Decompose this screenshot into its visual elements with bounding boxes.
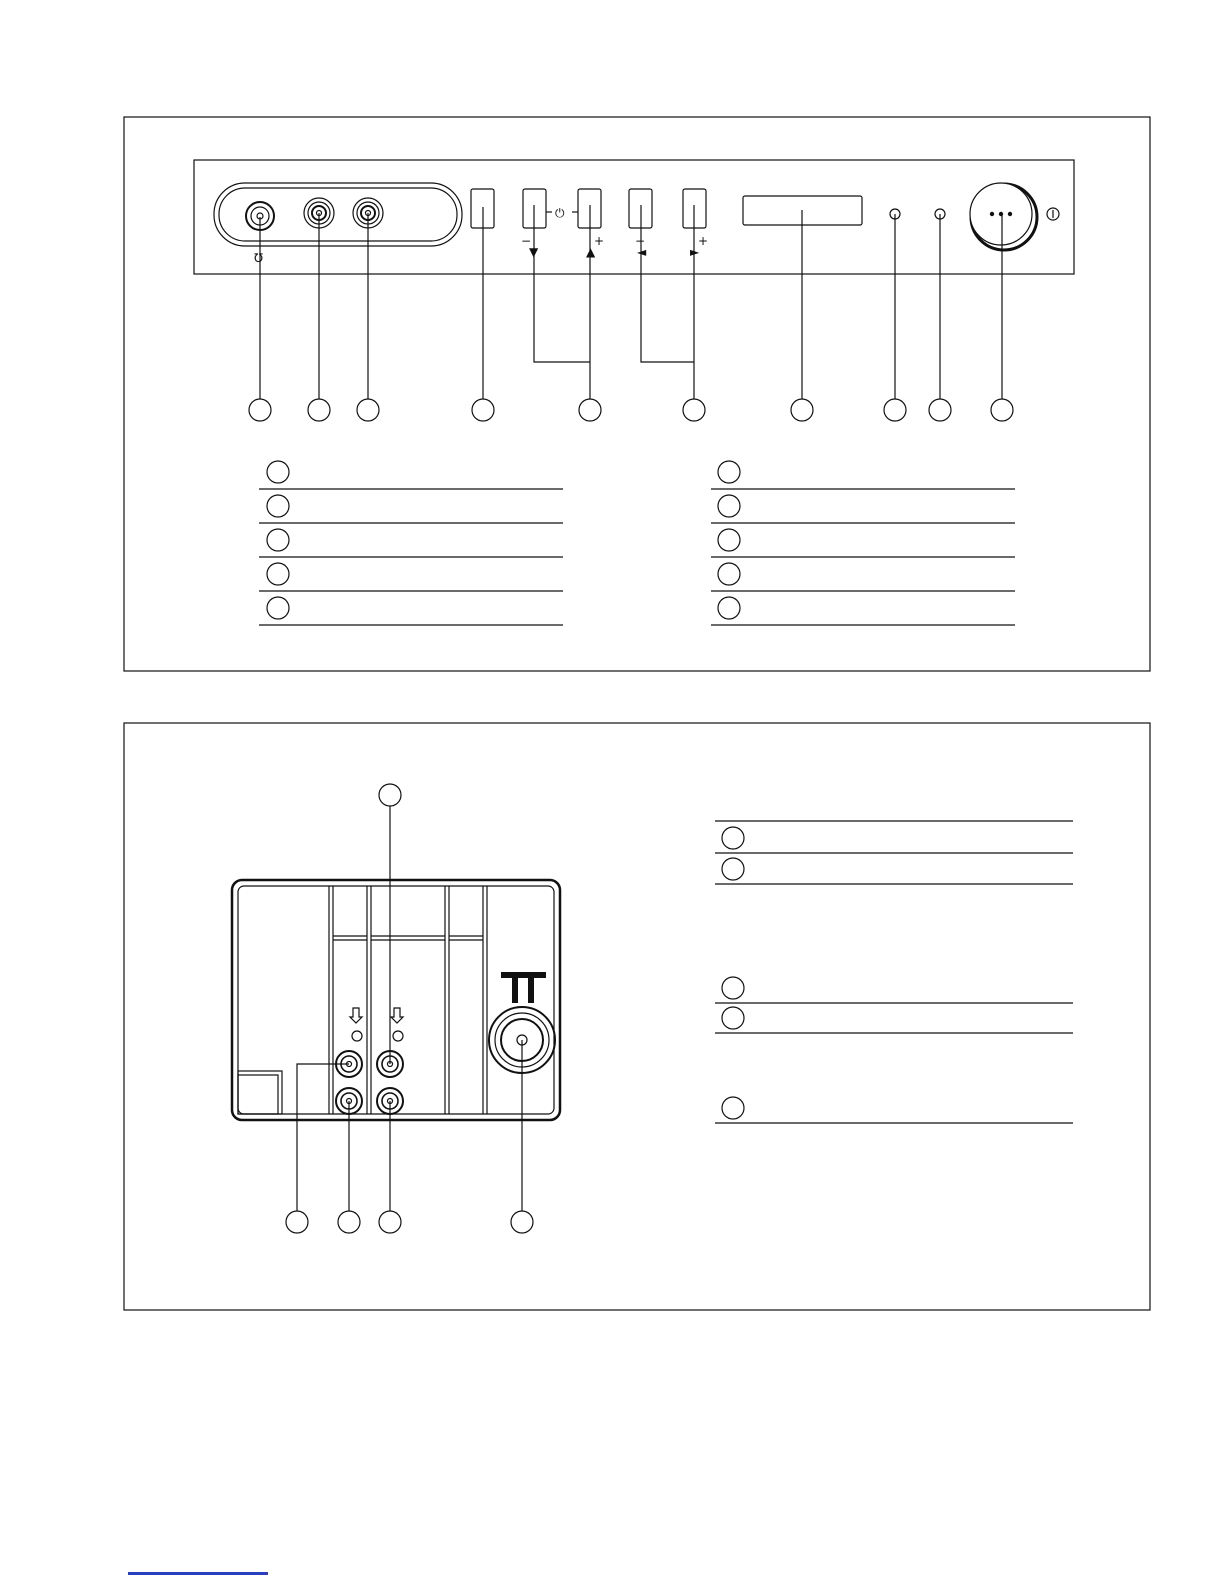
- callout-5: [579, 399, 601, 421]
- leader-lines: [260, 205, 1002, 399]
- front-legend-right: [711, 461, 1015, 625]
- callout-6: [683, 399, 705, 421]
- jack-panel: [214, 183, 462, 246]
- arrow-down-icon: [350, 1008, 362, 1023]
- indicator-led-rear-1: [352, 1031, 362, 1041]
- arrow-right-small-icon: ►: [690, 245, 700, 259]
- main-power-switch[interactable]: [970, 183, 1037, 250]
- callout-rear-2: [338, 1211, 360, 1233]
- callout-3: [357, 399, 379, 421]
- callout-10: [991, 399, 1013, 421]
- callout-rear-3: [379, 1211, 401, 1233]
- footer-link-underline[interactable]: [128, 1572, 268, 1575]
- callout-rear-1: [286, 1211, 308, 1233]
- front-panel-symbols: [254, 206, 708, 265]
- plus-symbol-icon: +: [594, 234, 605, 248]
- arrow-up-small-icon: ▲: [586, 245, 596, 259]
- arrow-left-small-icon: ◄: [637, 245, 647, 259]
- front-legend-left: [259, 461, 563, 625]
- tv-front-strip: [194, 160, 1074, 274]
- callout-1: [249, 399, 271, 421]
- plus-symbol-icon: +: [698, 234, 709, 248]
- antenna-logo-icon: [501, 972, 546, 1003]
- callout-4: [472, 399, 494, 421]
- callout-2: [308, 399, 330, 421]
- front-callouts: [249, 399, 1013, 421]
- callout-9: [929, 399, 951, 421]
- rear-leader-lines: [297, 806, 522, 1211]
- callout-7: [791, 399, 813, 421]
- rear-panel-frame: [124, 723, 1150, 1310]
- minus-symbol-icon: −: [635, 234, 646, 248]
- rear-legend: [715, 821, 1073, 1123]
- callout-rear-top: [379, 784, 401, 806]
- indicator-led-rear-2: [393, 1031, 403, 1041]
- rear-callouts: [286, 784, 533, 1233]
- standby-symbol-icon: ⏻: [555, 206, 565, 220]
- minus-symbol-icon: −: [521, 234, 532, 248]
- arrow-down-small-icon: ▼: [529, 245, 539, 259]
- callout-8: [884, 399, 906, 421]
- headphone-symbol-icon: ℧: [254, 251, 264, 265]
- rear-connector-box: [232, 880, 560, 1120]
- callout-rear-4: [511, 1211, 533, 1233]
- arrow-down-icon: [391, 1008, 403, 1023]
